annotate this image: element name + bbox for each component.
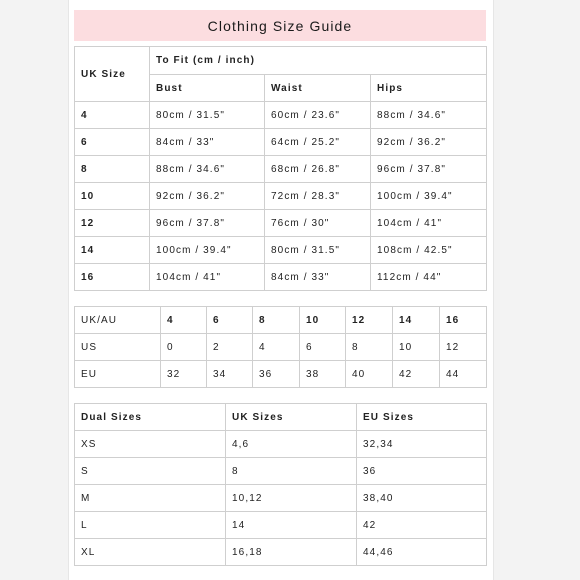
eu-sizes-cell: 38,40 [357, 485, 487, 512]
uk-size-cell: 14 [75, 237, 150, 264]
region-label-cell: UK/AU [75, 307, 161, 334]
uk-size-cell: 16 [75, 264, 150, 291]
bust-cell: 80cm / 31.5" [150, 102, 265, 129]
bust-cell: 104cm / 41" [150, 264, 265, 291]
table-row [75, 129, 487, 156]
dual-sizes-table [74, 403, 487, 566]
uk-size-cell: 10 [75, 183, 150, 210]
size-conversion-table [74, 306, 487, 388]
eu-sizes-cell: 42 [357, 512, 487, 539]
table-row [75, 485, 487, 512]
uk-sizes-cell: 4,6 [226, 431, 357, 458]
bust-cell: 100cm / 39.4" [150, 237, 265, 264]
dual-sizes-header: Dual Sizes [75, 404, 226, 431]
size-value-cell: 6 [207, 307, 253, 334]
waist-cell: 76cm / 30" [265, 210, 371, 237]
size-value-cell: 4 [253, 334, 300, 361]
size-value-cell: 42 [393, 361, 440, 388]
bust-cell: 84cm / 33" [150, 129, 265, 156]
uk-sizes-cell: 10,12 [226, 485, 357, 512]
hips-header: Hips [371, 75, 487, 102]
table-row [75, 102, 487, 129]
size-value-cell: 44 [440, 361, 487, 388]
dual-size-cell: M [75, 485, 226, 512]
size-value-cell: 16 [440, 307, 487, 334]
uk-sizes-header: UK Sizes [226, 404, 357, 431]
size-value-cell: 36 [253, 361, 300, 388]
region-label-cell: US [75, 334, 161, 361]
table-row [75, 307, 487, 334]
table-row [75, 264, 487, 291]
hips-cell: 108cm / 42.5" [371, 237, 487, 264]
table-row [75, 237, 487, 264]
waist-cell: 84cm / 33" [265, 264, 371, 291]
size-value-cell: 14 [393, 307, 440, 334]
region-label-cell: EU [75, 361, 161, 388]
size-value-cell: 8 [253, 307, 300, 334]
table-row [75, 539, 487, 566]
hips-cell: 88cm / 34.6" [371, 102, 487, 129]
uk-sizes-cell: 14 [226, 512, 357, 539]
page-title [74, 10, 486, 41]
uk-sizes-cell: 8 [226, 458, 357, 485]
waist-cell: 72cm / 28.3" [265, 183, 371, 210]
uk-sizes-cell: 16,18 [226, 539, 357, 566]
eu-sizes-header: EU Sizes [357, 404, 487, 431]
to-fit-header: To Fit (cm / inch) [150, 47, 487, 75]
dual-size-cell: S [75, 458, 226, 485]
size-value-cell: 6 [300, 334, 346, 361]
page-title-text: Clothing Size Guide [207, 17, 353, 34]
size-fit-table [74, 46, 487, 291]
uk-size-cell: 8 [75, 156, 150, 183]
waist-header: Waist [265, 75, 371, 102]
bust-cell: 92cm / 36.2" [150, 183, 265, 210]
table-row [75, 512, 487, 539]
size-value-cell: 32 [161, 361, 207, 388]
table-row [75, 431, 487, 458]
waist-cell: 80cm / 31.5" [265, 237, 371, 264]
dual-size-cell: L [75, 512, 226, 539]
uk-size-cell: 12 [75, 210, 150, 237]
table-row [75, 361, 487, 388]
dual-size-cell: XL [75, 539, 226, 566]
hips-cell: 100cm / 39.4" [371, 183, 487, 210]
size-value-cell: 10 [300, 307, 346, 334]
uk-size-header: UK Size [75, 47, 150, 102]
table-row [75, 458, 487, 485]
hips-cell: 92cm / 36.2" [371, 129, 487, 156]
bust-header: Bust [150, 75, 265, 102]
uk-size-cell: 4 [75, 102, 150, 129]
fit-table-header-row [75, 47, 487, 75]
uk-size-cell: 6 [75, 129, 150, 156]
table-row [75, 183, 487, 210]
bust-cell: 96cm / 37.8" [150, 210, 265, 237]
hips-cell: 104cm / 41" [371, 210, 487, 237]
table-row [75, 156, 487, 183]
size-value-cell: 0 [161, 334, 207, 361]
size-value-cell: 2 [207, 334, 253, 361]
table-row [75, 334, 487, 361]
size-value-cell: 10 [393, 334, 440, 361]
size-value-cell: 8 [346, 334, 393, 361]
waist-cell: 64cm / 25.2" [265, 129, 371, 156]
waist-cell: 68cm / 26.8" [265, 156, 371, 183]
dual-table-header-row [75, 404, 487, 431]
hips-cell: 96cm / 37.8" [371, 156, 487, 183]
waist-cell: 60cm / 23.6" [265, 102, 371, 129]
eu-sizes-cell: 36 [357, 458, 487, 485]
size-value-cell: 34 [207, 361, 253, 388]
eu-sizes-cell: 32,34 [357, 431, 487, 458]
size-value-cell: 12 [346, 307, 393, 334]
size-value-cell: 4 [161, 307, 207, 334]
size-value-cell: 38 [300, 361, 346, 388]
size-value-cell: 40 [346, 361, 393, 388]
size-value-cell: 12 [440, 334, 487, 361]
eu-sizes-cell: 44,46 [357, 539, 487, 566]
table-row [75, 210, 487, 237]
dual-size-cell: XS [75, 431, 226, 458]
hips-cell: 112cm / 44" [371, 264, 487, 291]
bust-cell: 88cm / 34.6" [150, 156, 265, 183]
